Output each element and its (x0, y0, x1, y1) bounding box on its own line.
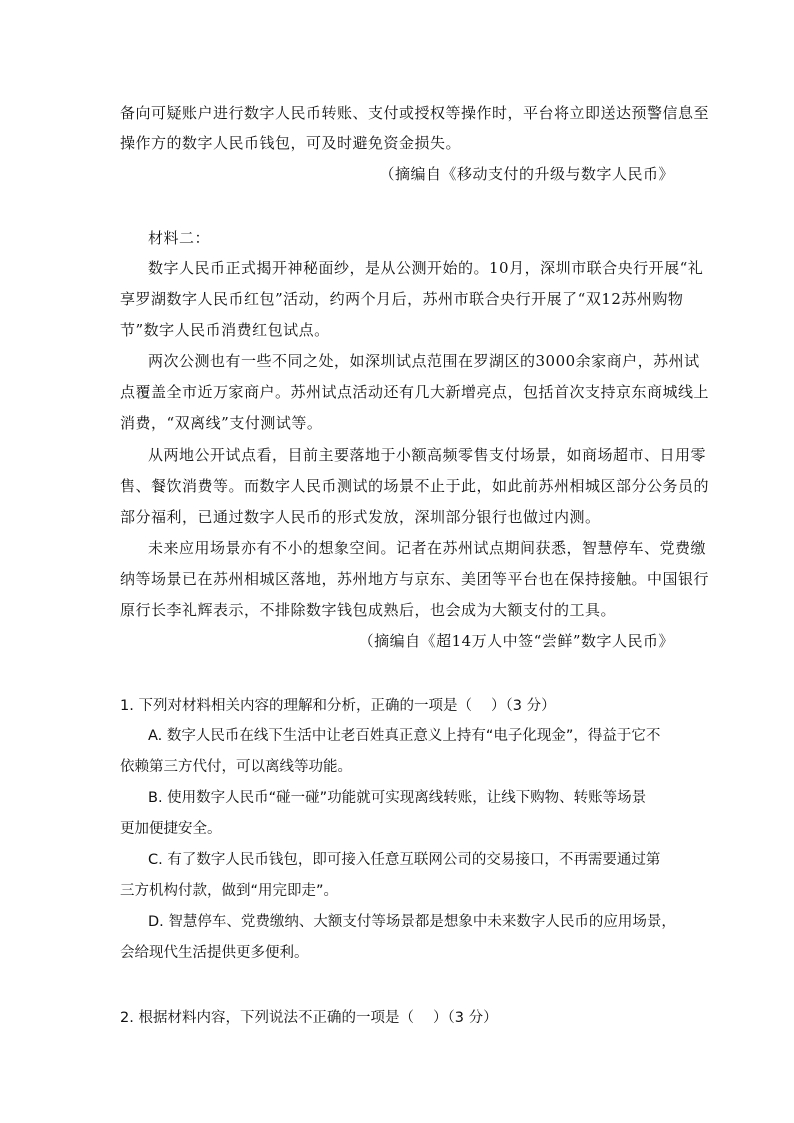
material1-line-2: 操作方的数字人民币钱包，可及时避免资金损失。 (120, 134, 462, 152)
material2-line: 原行长李礼辉表示，不排除数字钱包成熟后，也会成为大额支付的工具。 (120, 601, 617, 619)
material1-line-1: 备向可疑账户进行数字人民币转账、支付或授权等操作时，平台将立即送达预警信息至 (120, 104, 710, 122)
material2-line: 两次公测也有一些不同之处，如深圳试点范围在罗湖区的3000余家商户，苏州试 (148, 352, 700, 370)
material2-heading: 材料二： (148, 229, 211, 247)
material2-line: 数字人民币正式揭开神秘面纱，是从公测开始的。10月，深圳市联合央行开展“礼 (148, 259, 704, 277)
question1-option-d: D. 智慧停车、党费缴纳、大额支付等场景都是想象中未来数字人民币的应用场景， (148, 914, 676, 930)
material2-line: 部分福利，已通过数字人民币的形式发放，深圳部分银行也做过内测。 (120, 508, 601, 526)
question1-option-d-cont: 会给现代生活提供更多便利。 (120, 945, 309, 961)
question1-option-c: C. 有了数字人民币钱包，即可接入任意互联网公司的交易接口，不再需要通过第 (148, 852, 661, 868)
question1-option-a-cont: 依赖第三方代付，可以离线等功能。 (120, 759, 352, 775)
question1-option-b-cont: 更加便捷安全。 (120, 821, 222, 837)
material2-line: 消费，“双离线”支付测试等。 (120, 414, 323, 432)
question1-option-b: B. 使用数字人民币“碰一碰”功能就可实现离线转账，让线下购物、转账等场景 (148, 790, 647, 806)
material1-source: （摘编自《移动支付的升级与数字人民币》 (379, 165, 674, 183)
question1-option-c-cont: 三方机构付款，做到“用完即走”。 (120, 883, 339, 899)
question1-stem: 1. 下列对材料相关内容的理解和分析，正确的一项是（ ）（3 分） (120, 698, 556, 714)
material2-line: 节”数字人民币消费红包试点。 (120, 321, 330, 339)
material2-line: 未来应用场景亦有不小的想象空间。记者在苏州试点期间获悉，智慧停车、党费缴 (148, 539, 707, 557)
question1-option-a: A. 数字人民币在线下生活中让老百姓真正意义上持有“电子化现金”，得益于它不 (148, 728, 661, 744)
question2-stem: 2. 根据材料内容，下列说法不正确的一项是（ ）（3 分） (120, 1010, 498, 1026)
material2-source: （摘编自《超14万人中签“尝鲜”数字人民币》 (358, 632, 674, 650)
material2-line: 售、餐饮消费等。而数字人民币测试的场景不止于此，如此前苏州相城区部分公务员的 (120, 477, 710, 495)
material2-line: 享罗湖数字人民币红包”活动，约两个月后，苏州市联合央行开展了“双12苏州购物 (120, 290, 684, 308)
material2-line: 从两地公开试点看，目前主要落地于小额高频零售支付场景，如商场超市、日用零 (148, 446, 707, 464)
material2-line: 点覆盖全市近万家商户。苏州试点活动还有几大新增亮点，包括首次支持京东商城线上 (120, 383, 710, 401)
material2-line: 纳等场景已在苏州相城区落地，苏州地方与京东、美团等平台也在保持接触。中国银行 (120, 570, 710, 588)
